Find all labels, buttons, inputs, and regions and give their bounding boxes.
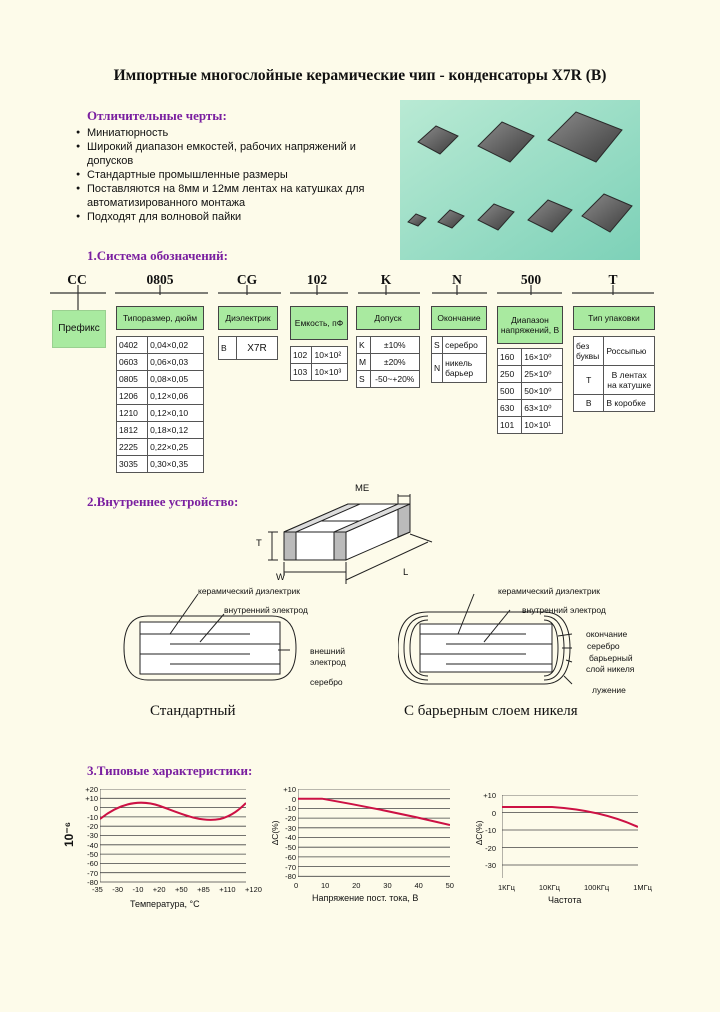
table-cell: 0805 bbox=[117, 371, 148, 388]
feature-item: ● Широкий диапазон емкостей, рабочих напряжений и допусков bbox=[76, 140, 386, 168]
bar-label-ending: окончание bbox=[586, 629, 628, 639]
chart1-xlabel: Температура, °C bbox=[130, 899, 200, 909]
chart3-curve bbox=[502, 807, 638, 827]
code-voltage: 500 bbox=[520, 272, 542, 287]
chart2-xtick: 30 bbox=[383, 881, 392, 890]
table-cell: серебро bbox=[443, 337, 487, 354]
chart2-xtick: 20 bbox=[352, 881, 361, 890]
ending-table bbox=[431, 306, 487, 383]
capacitors-photo bbox=[400, 100, 640, 260]
bar-label-silver: серебро bbox=[587, 641, 620, 651]
std-label-inner-electrode: внутренний электрод bbox=[224, 605, 308, 615]
size-header: Типоразмер, дюйм bbox=[116, 306, 204, 330]
size-table bbox=[116, 306, 204, 473]
chart2-ytick: 0 bbox=[291, 794, 296, 804]
table-row bbox=[498, 383, 563, 400]
feature-item: ● Стандартные промышленные размеры bbox=[76, 168, 386, 182]
chart2-xtick: 0 bbox=[294, 881, 299, 890]
chart1-ytick: +10 bbox=[85, 794, 98, 804]
chart1-xtick: +120 bbox=[245, 885, 262, 894]
capacitance-table bbox=[290, 306, 348, 381]
table-cell: B bbox=[574, 395, 604, 412]
designation-heading: 1.Система обозначений: bbox=[87, 248, 228, 263]
table-cell: 0,12×0,06 bbox=[148, 388, 204, 405]
table-row bbox=[574, 395, 655, 412]
voltage-header: Диапазон напряжений, В bbox=[497, 306, 563, 344]
dim-w: W bbox=[276, 572, 285, 583]
table-cell: 250 bbox=[498, 366, 522, 383]
chart1-ytick: +20 bbox=[85, 785, 98, 794]
chart3-ytick: +10 bbox=[483, 791, 496, 800]
characteristics-heading: 3.Типовые характеристики: bbox=[87, 763, 253, 778]
table-cell: 0,06×0,03 bbox=[148, 354, 204, 371]
table-row bbox=[498, 349, 563, 366]
std-label-outer-electrode: внешний электрод bbox=[310, 646, 346, 667]
bar-label-barrier: барьерный bbox=[589, 653, 633, 663]
table-cell: ±20% bbox=[370, 354, 419, 371]
table-cell: 0,12×0,10 bbox=[148, 405, 204, 422]
table-row bbox=[357, 337, 420, 354]
page-title: Импортные многослойные керамические чип - конденсаторы X7R (B) bbox=[113, 67, 607, 84]
table-cell: 101 bbox=[498, 417, 522, 434]
feature-item: ● Поставляются на 8мм и 12мм лентах на катушках для автоматизированного монтажа bbox=[76, 182, 386, 210]
table-cell: 63×10⁰ bbox=[522, 400, 563, 417]
chart2-ylabel: ∆C(%) bbox=[270, 820, 280, 845]
table-cell: N bbox=[432, 354, 443, 383]
chart1-ytick: -10 bbox=[87, 812, 98, 822]
code-packing: T bbox=[608, 272, 618, 287]
tolerance-header: Допуск bbox=[356, 306, 420, 330]
table-cell: 1812 bbox=[117, 422, 148, 439]
chart3-ytick: -20 bbox=[485, 843, 496, 853]
table-cell: 16×10⁰ bbox=[522, 349, 563, 366]
chart1-ytick: -40 bbox=[87, 840, 98, 850]
table-row bbox=[498, 366, 563, 383]
table-cell: 160 bbox=[498, 349, 522, 366]
chart3-xtick: 1КГц bbox=[498, 883, 515, 892]
table-cell: 10×10³ bbox=[312, 364, 348, 381]
table-row bbox=[117, 422, 204, 439]
table-cell: 500 bbox=[498, 383, 522, 400]
bar-label-inner-electrode: внутренний электрод bbox=[522, 605, 606, 615]
table-row bbox=[117, 388, 204, 405]
table-cell: 103 bbox=[291, 364, 312, 381]
bar-label-dielectric: керамический диэлектрик bbox=[498, 586, 601, 596]
chart1-ytick: -20 bbox=[87, 822, 98, 832]
chart1-plot bbox=[100, 789, 246, 883]
features-heading: Отличительные черты: bbox=[87, 108, 227, 123]
packing-header: Тип упаковки bbox=[573, 306, 655, 330]
features-list bbox=[76, 126, 386, 224]
table-cell: В лентах на катушке bbox=[604, 366, 655, 395]
chart2-ytick: -50 bbox=[285, 843, 296, 853]
table-cell: 0603 bbox=[117, 354, 148, 371]
table-row bbox=[291, 364, 348, 381]
chart3-ytick: -10 bbox=[485, 826, 496, 835]
size-rows bbox=[116, 336, 204, 473]
chart2-ytick: -20 bbox=[285, 814, 296, 824]
table-row bbox=[432, 337, 487, 354]
chart1-ytick: -50 bbox=[87, 850, 98, 860]
code-capacitance: 102 bbox=[306, 272, 328, 287]
feature-item: ● Миниатюрность bbox=[76, 126, 386, 140]
feature-item: ● Подходят для волновой пайки bbox=[76, 210, 386, 224]
tolerance-rows bbox=[356, 336, 420, 388]
table-cell: S bbox=[432, 337, 443, 354]
table-row bbox=[117, 439, 204, 456]
barrier-caption: С барьерным слоем никеля bbox=[404, 703, 578, 719]
table-cell: -50~+20% bbox=[370, 371, 419, 388]
dim-me: ME bbox=[355, 483, 370, 494]
table-row bbox=[117, 354, 204, 371]
chart2-xtick: 40 bbox=[414, 881, 423, 890]
table-cell: B bbox=[219, 337, 237, 360]
chart2-ytick: -80 bbox=[285, 872, 296, 882]
table-cell: M bbox=[357, 354, 371, 371]
table-cell: Россыпью bbox=[604, 337, 655, 366]
chart1-xtick: +85 bbox=[197, 885, 210, 894]
table-cell: 2225 bbox=[117, 439, 148, 456]
chart3-ytick: -30 bbox=[485, 861, 496, 870]
chart1-ytick: -30 bbox=[87, 831, 98, 841]
voltage-rows bbox=[497, 348, 563, 434]
table-cell: 10×10² bbox=[312, 347, 348, 364]
code-dielectric: CG bbox=[236, 272, 258, 287]
chart3-plot bbox=[502, 795, 638, 879]
table-row bbox=[498, 417, 563, 434]
bar-label-tinning: лужение bbox=[592, 685, 626, 695]
chart2-curve bbox=[298, 799, 450, 825]
table-row bbox=[574, 337, 655, 366]
chart3-xtick: 100КГц bbox=[583, 883, 610, 892]
chart2-plot bbox=[298, 789, 450, 879]
table-row bbox=[117, 405, 204, 422]
table-cell: X7R bbox=[236, 337, 277, 360]
table-row bbox=[117, 337, 204, 354]
code-prefix: CC bbox=[67, 272, 87, 287]
tolerance-table bbox=[356, 306, 420, 388]
dim-l: L bbox=[403, 567, 409, 578]
code-size: 0805 bbox=[146, 272, 174, 287]
dielectric-header: Диэлектрик bbox=[218, 306, 278, 330]
table-cell: 0,30×0,35 bbox=[148, 456, 204, 473]
bar-label-nickel: слой никеля bbox=[586, 664, 635, 674]
table-cell: В коробке bbox=[604, 395, 655, 412]
dielectric-table bbox=[218, 306, 278, 360]
table-cell: 0,18×0,12 bbox=[148, 422, 204, 439]
prefix-box: Префикс bbox=[52, 310, 106, 348]
table-cell: никель барьер bbox=[443, 354, 487, 383]
chart3-xtick: 10КГц bbox=[538, 883, 560, 892]
chart1-xtick: -35 bbox=[92, 885, 103, 894]
chart1-xtick: -30 bbox=[112, 885, 124, 894]
chart3-ytick: 0 bbox=[491, 808, 496, 818]
chart2-ytick: -70 bbox=[285, 862, 296, 872]
chart-voltage bbox=[268, 785, 468, 915]
chart1-ytick: -60 bbox=[87, 859, 98, 869]
chart1-xtick: +110 bbox=[219, 885, 236, 894]
table-row bbox=[117, 456, 204, 473]
packing-table bbox=[573, 306, 655, 412]
table-cell: без буквы bbox=[574, 337, 604, 366]
chart1-curve bbox=[100, 803, 246, 820]
chart1-xtick: -10 bbox=[132, 885, 144, 894]
chart2-ytick: +10 bbox=[283, 785, 296, 794]
table-cell: ±10% bbox=[370, 337, 419, 354]
table-cell: 1206 bbox=[117, 388, 148, 405]
table-row bbox=[574, 366, 655, 395]
std-label-silver: серебро bbox=[310, 677, 343, 687]
table-cell: S bbox=[357, 371, 371, 388]
table-cell: 3035 bbox=[117, 456, 148, 473]
capacitance-rows bbox=[290, 346, 348, 381]
table-cell: 0402 bbox=[117, 337, 148, 354]
table-cell: 0,22×0,25 bbox=[148, 439, 204, 456]
table-row bbox=[357, 371, 420, 388]
table-cell: K bbox=[357, 337, 371, 354]
chart3-xlabel: Частота bbox=[548, 895, 582, 905]
chart2-ytick: -60 bbox=[285, 852, 296, 862]
chart2-xtick: 50 bbox=[445, 881, 454, 890]
ending-header: Окончание bbox=[431, 306, 487, 330]
chart2-xtick: 10 bbox=[320, 881, 330, 890]
voltage-table bbox=[497, 306, 563, 434]
chart3-xtick: 1МГц bbox=[633, 883, 652, 892]
table-cell: 50×10⁰ bbox=[522, 383, 563, 400]
chart-temperature bbox=[62, 785, 262, 915]
chart-frequency bbox=[468, 785, 658, 915]
ending-rows bbox=[431, 336, 487, 383]
table-row bbox=[432, 354, 487, 383]
table-row bbox=[357, 354, 420, 371]
table-cell: 0,08×0,05 bbox=[148, 371, 204, 388]
code-ending: N bbox=[452, 272, 462, 287]
table-cell: 0,04×0,02 bbox=[148, 337, 204, 354]
chart2-ytick: -40 bbox=[285, 833, 296, 843]
table-cell: 630 bbox=[498, 400, 522, 417]
code-tolerance: K bbox=[380, 272, 392, 287]
std-caption: Стандартный bbox=[150, 703, 236, 719]
chart1-xtick: +20 bbox=[152, 885, 166, 894]
table-row bbox=[117, 371, 204, 388]
chart1-ytick: -70 bbox=[87, 868, 98, 878]
chart1-ylabel: 10⁻⁶ bbox=[62, 821, 76, 847]
internal-heading: 2.Внутреннее устройство: bbox=[87, 494, 239, 509]
packing-rows bbox=[573, 336, 655, 412]
chart2-ytick: -30 bbox=[285, 823, 296, 833]
table-cell: T bbox=[574, 366, 604, 395]
chart1-ytick: -80 bbox=[87, 877, 98, 887]
chart1-ytick: 0 bbox=[93, 803, 98, 813]
chart2-xlabel: Напряжение пост. тока, В bbox=[312, 893, 419, 903]
table-cell: 102 bbox=[291, 347, 312, 364]
dielectric-rows bbox=[218, 336, 278, 360]
table-cell: 25×10⁰ bbox=[522, 366, 563, 383]
capacitance-header: Емкость, пФ bbox=[290, 306, 348, 340]
chart3-ylabel: ∆C(%) bbox=[474, 820, 484, 845]
chart2-ytick: -10 bbox=[285, 804, 296, 814]
table-cell: 10×10¹ bbox=[522, 417, 563, 434]
table-row bbox=[219, 337, 278, 360]
dim-t: T bbox=[256, 538, 262, 549]
table-row bbox=[498, 400, 563, 417]
table-row bbox=[291, 347, 348, 364]
table-cell: 1210 bbox=[117, 405, 148, 422]
chart1-xtick: +50 bbox=[174, 885, 188, 894]
std-label-dielectric: керамический диэлектрик bbox=[198, 586, 301, 596]
